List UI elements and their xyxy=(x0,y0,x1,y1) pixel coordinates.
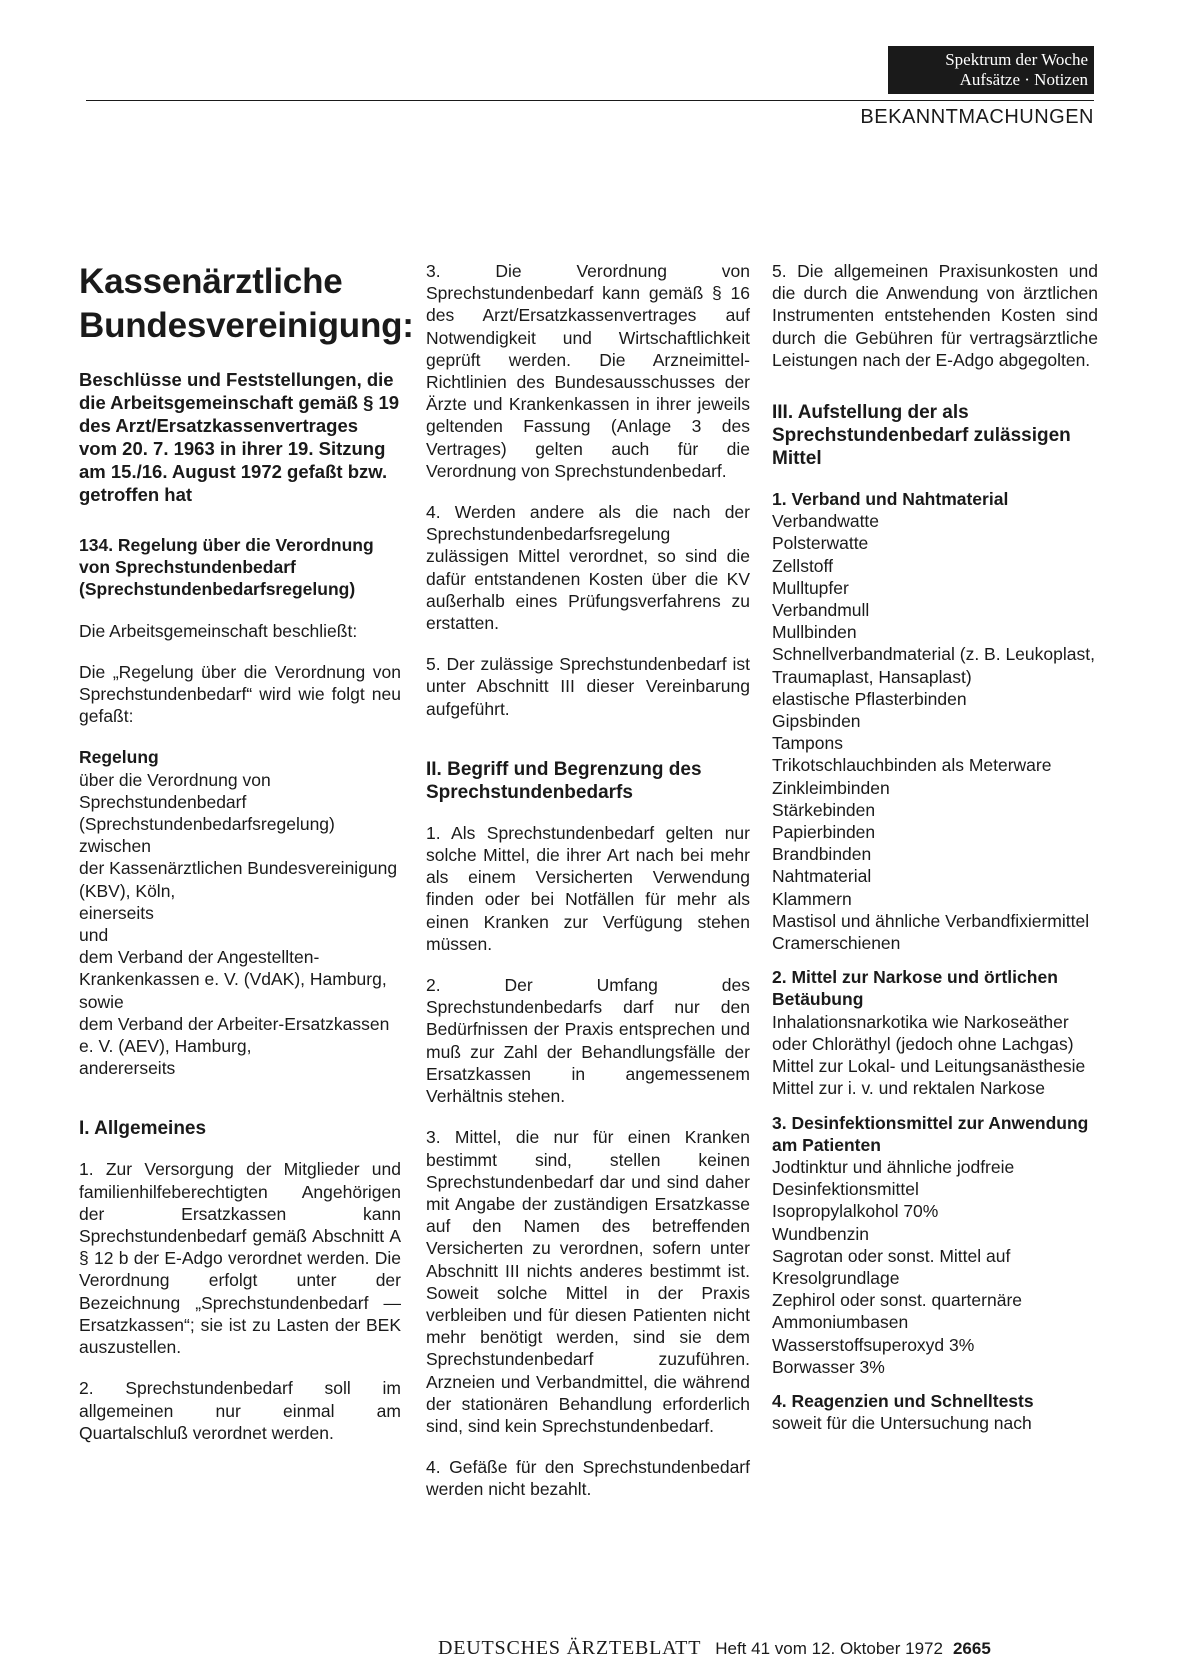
subsection-2-list xyxy=(772,1011,1098,1100)
list-item: Trikotschlauchbinden als Meterware xyxy=(772,755,1052,776)
regelung-label: Regelung xyxy=(79,747,159,768)
list-item: Polsterwatte xyxy=(772,533,869,554)
page-number: 2665 xyxy=(952,1639,991,1658)
list-item: Wundbenzin xyxy=(772,1223,869,1244)
list-item: Klammern xyxy=(772,888,852,909)
section-2-paragraph-2: 2. Der Umfang des Sprechstundenbedarfs darf nur den Bedürfnissen der Praxis entsprechen und muß zur Zahl der Behandlungsfälle der Ersatzkassen in angemessenem Verhältnis stehen. xyxy=(426,975,750,1107)
regelung-block xyxy=(79,769,401,1080)
list-item: Zephirol oder sonst. quarternäre Ammoniumbasen xyxy=(772,1290,1022,1333)
regelung-line: dem Verband der Angestellten-Krankenkassen e. V. (VdAK), Hamburg, xyxy=(79,947,387,990)
list-item: Mittel zur Lokal- und Leitungsanästhesie xyxy=(772,1056,1086,1077)
list-item: Stärkebinden xyxy=(772,799,876,820)
section-1-paragraph-1: 1. Zur Versorgung der Mitglieder und familienhilfeberechtigten Angehörigen der Ersatzkassen kann Sprechstundenbedarf gemäß Abschnitt A § 12 b der E-Adgo verordnet werden. Die Verordnung erfolgt unter der Bezeichnung „Sprechstundenbedarf — Ersatzkassen“; sie ist zu Lasten der BEK auszustellen. xyxy=(79,1159,401,1358)
list-item: elastische Pflasterbinden xyxy=(772,688,967,709)
list-item: Sagrotan oder sonst. Mittel auf Kresolgrundlage xyxy=(772,1245,1011,1288)
column-1 xyxy=(79,260,414,1463)
list-item: Inhalationsnarkotika wie Narkoseäther oder Chloräthyl (jedoch ohne Lachgas) xyxy=(772,1011,1074,1054)
regelung-line: (Sprechstundenbedarfsregelung) xyxy=(79,814,335,835)
subsection-4-heading: 4. Reagenzien und Schnelltests xyxy=(772,1390,1034,1411)
list-item: Mittel zur i. v. und rektalen Narkose xyxy=(772,1078,1045,1099)
regelung-line: sowie xyxy=(79,991,124,1012)
intro-paragraph-2: Die „Regelung über die Verordnung von Sprechstundenbedarf“ wird wie folgt neu gefaßt: xyxy=(79,661,401,727)
regelung-line: zwischen xyxy=(79,836,151,857)
subsection-4-text: soweit für die Untersuchung nach xyxy=(772,1413,1032,1434)
header-rule xyxy=(86,100,1094,101)
page-footer xyxy=(438,1637,991,1660)
subsection-1-heading: 1. Verband und Nahtmaterial xyxy=(772,489,1009,510)
list-item: Gipsbinden xyxy=(772,711,861,732)
list-item: Mastisol und ähnliche Verbandfixiermittel xyxy=(772,910,1090,931)
section-1-heading: I. Allgemeines xyxy=(79,1118,207,1140)
list-item: Papierbinden xyxy=(772,822,876,843)
list-item: Jodtinktur und ähnliche jodfreie Desinfektionsmittel xyxy=(772,1156,1015,1200)
issue-info: Heft 41 vom 12. Oktober 1972 xyxy=(715,1639,943,1658)
section-2-paragraph-4: 4. Gefäße für den Sprechstundenbedarf werden nicht bezahlt. xyxy=(426,1457,750,1500)
column-2 xyxy=(426,260,750,1520)
list-item: Tampons xyxy=(772,733,844,754)
section-2-paragraph-5: 5. Die allgemeinen Praxisunkosten und die durch die Anwendung von ärztlichen Instrumenten entstehenden Kosten sind durch die Gebühren für vertragsärztliche Leistungen nach der E-Adgo abgegolten. xyxy=(772,261,1098,370)
section-label-line1: Spektrum der Woche xyxy=(945,50,1088,69)
section-title: BEKANNTMACHUNGEN xyxy=(860,106,1094,128)
item-heading: 134. Regelung über die Verordnung von Sprechstundenbedarf (Sprechstundenbedarfsregelung) xyxy=(79,535,374,600)
regelung-line: der Kassenärztlichen Bundesvereinigung (KBV), Köln, xyxy=(79,858,398,901)
subsection-2-heading: 2. Mittel zur Narkose und örtlichen Betäubung xyxy=(772,967,1058,1010)
section-3-heading: III. Aufstellung der als Sprechstundenbedarf zulässigen Mittel xyxy=(772,402,1071,470)
article-subtitle: Beschlüsse und Feststellungen, die die Arbeitsgemeinschaft gemäß § 19 des Arzt/Ersatzkassenvertrages vom 20. 7. 1963 in ihrer 19. Sitzung am 15./16. August 1972 gefaßt bzw. getroffen hat xyxy=(79,369,400,505)
intro-paragraph-1: Die Arbeitsgemeinschaft beschließt: xyxy=(79,620,358,641)
regelung-line: andererseits xyxy=(79,1058,176,1079)
regelung-line: über die Verordnung von Sprechstundenbedarf xyxy=(79,769,271,812)
list-item: Mullbinden xyxy=(772,622,857,643)
section-1-paragraph-3: 3. Die Verordnung von Sprechstundenbedarf kann gemäß § 16 des Arzt/Ersatzkassenvertrages auf Notwendigkeit und Wirtschaftlichkeit geprüft werden. Die Arzneimittel-Richtlinien des Bundesausschusses der Ärzte und Krankenkassen in ihrer jeweils geltenden Fassung (Anlage 3 des Vertrages) gelten auch für die Verordnung von Sprechstundenbedarf. xyxy=(426,261,750,481)
regelung-line: und xyxy=(79,925,109,946)
section-label-line2: Aufsätze · Notizen xyxy=(959,70,1088,89)
section-2-paragraph-3: 3. Mittel, die nur für einen Kranken bestimmt sind, stellen keinen Sprechstundenbedarf dar und sind daher mit Angabe der zuständigen Ersatzkasse auf den Namen des betreffenden Versicherten zu verordnen, sofern unter Abschnitt III nichts anderes bestimmt ist. Soweit solche Mittel in der Praxis verbleiben und für diesen Patienten nicht mehr benötigt werden, sind sie dem Sprechstundenbedarf zuzuführen. Arzneien und Verbandmittel, die während der stationären Behandlung erforderlich sind, sind kein Sprechstundenbedarf. xyxy=(426,1127,750,1436)
list-item: Verbandmull xyxy=(772,600,870,621)
list-item: Zellstoff xyxy=(772,555,833,576)
section-1-paragraph-4: 4. Werden andere als die nach der Sprechstundenbedarfsregelung zulässigen Mittel verordnet, so sind die dafür entstandenen Kosten über die KV außerhalb eines Prüfungsverfahrens zu erstatten. xyxy=(426,502,750,634)
list-item: Mulltupfer xyxy=(772,577,849,598)
list-item: Verbandwatte xyxy=(772,511,880,532)
journal-name: DEUTSCHES ÄRZTEBLATT xyxy=(438,1637,702,1659)
subsection-3-heading: 3. Desinfektionsmittel zur Anwendung am Patienten xyxy=(772,1112,1089,1155)
list-item: Schnellverbandmaterial (z. B. Leukoplast, Traumaplast, Hansaplast) xyxy=(772,644,1095,687)
section-1-paragraph-2: 2. Sprechstundenbedarf soll im allgemeinen nur einmal am Quartalschluß verordnet werden. xyxy=(79,1378,401,1443)
column-3 xyxy=(772,260,1098,1434)
list-item: Brandbinden xyxy=(772,844,872,865)
subsection-1-list xyxy=(772,510,1098,954)
list-item: Borwasser 3% xyxy=(772,1356,885,1377)
list-item: Wasserstoffsuperoxyd 3% xyxy=(772,1334,975,1355)
article-title: Kassenärztliche Bundesvereinigung: xyxy=(79,262,414,345)
list-item: Cramerschienen xyxy=(772,933,901,954)
section-label-box xyxy=(888,46,1094,94)
list-item: Isopropylalkohol 70% xyxy=(772,1201,939,1222)
regelung-line: einerseits xyxy=(79,902,154,923)
section-2-heading: II. Begriff und Begrenzung des Sprechstundenbedarfs xyxy=(426,758,702,803)
subsection-3-list xyxy=(772,1156,1098,1378)
section-2-paragraph-1: 1. Als Sprechstundenbedarf gelten nur solche Mittel, die ihrer Art nach bei mehr als einem Versicherten Verwendung finden oder bei Notfällen für mehr als einen Kranken zur Verfügung stehen müssen. xyxy=(426,822,750,954)
list-item: Nahtmaterial xyxy=(772,866,872,887)
regelung-line: dem Verband der Arbeiter-Ersatzkassen e. V. (AEV), Hamburg, xyxy=(79,1013,390,1057)
list-item: Zinkleimbinden xyxy=(772,777,890,798)
section-1-paragraph-5: 5. Der zulässige Sprechstundenbedarf ist unter Abschnitt III dieser Vereinbarung aufgeführt. xyxy=(426,654,750,719)
